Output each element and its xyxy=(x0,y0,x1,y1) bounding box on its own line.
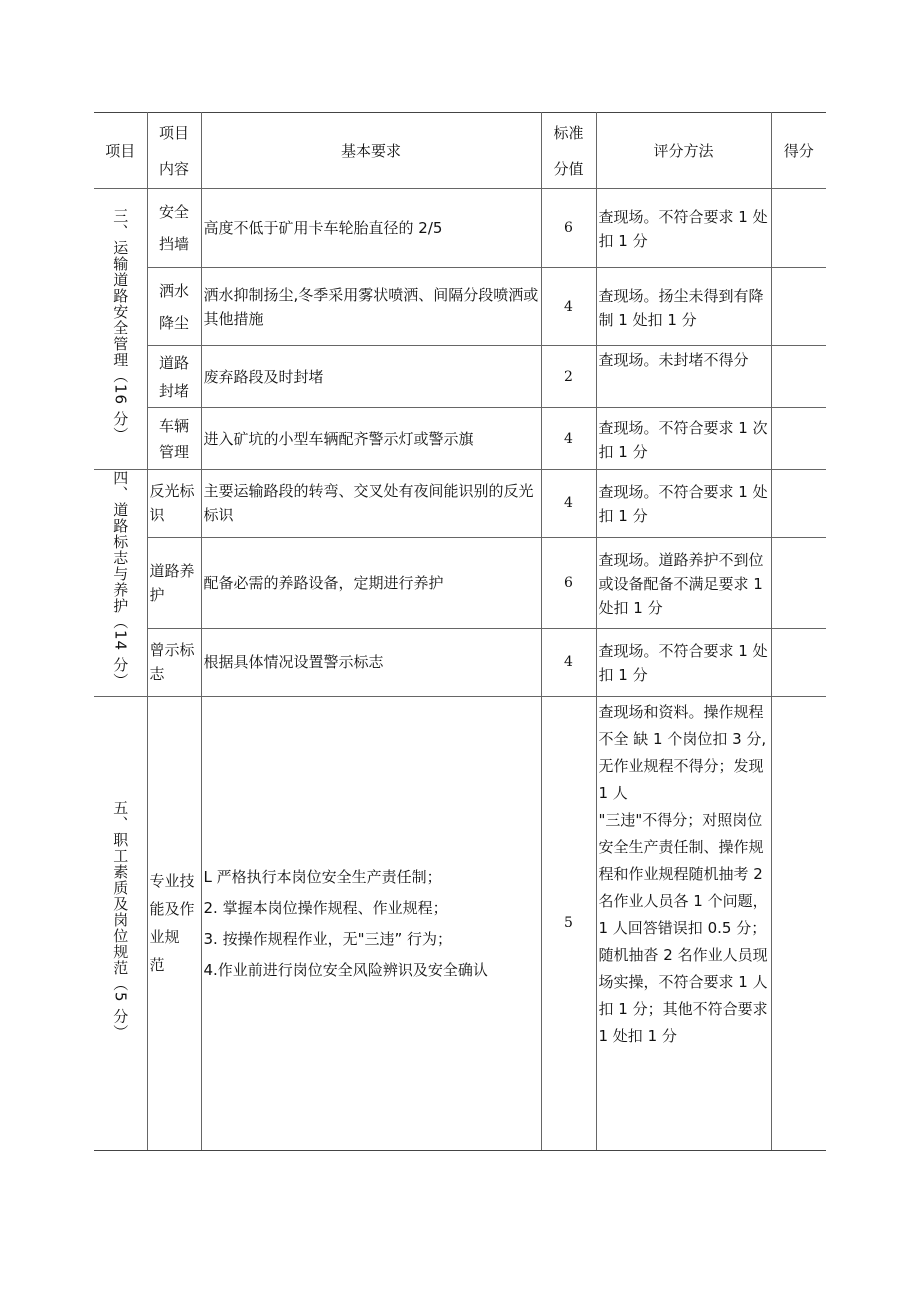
requirement-cell: 高度不低于矿用卡车轮胎直径的 2/5 xyxy=(201,189,541,268)
table-row xyxy=(94,189,826,268)
method-cell: 查现场。扬尘未得到有降制 1 处扣 1 分 xyxy=(596,268,771,346)
score-cell xyxy=(771,189,826,268)
score-cell xyxy=(771,346,826,408)
requirement-cell: 洒水抑制扬尘,冬季采用雾状喷洒、间隔分段喷洒或其他措施 xyxy=(201,268,541,346)
score-cell xyxy=(771,629,826,697)
header-scoring-method: 评分方法 xyxy=(596,113,771,189)
score-cell xyxy=(771,470,826,538)
requirement-cell: 配备必需的养路设备，定期进行养护 xyxy=(201,537,541,628)
score-cell xyxy=(771,408,826,470)
requirement-cell: 主要运输路段的转弯、交叉处有夜间能识别的反光标识 xyxy=(201,470,541,538)
standard-score-cell: 5 xyxy=(541,696,596,1150)
requirement-list xyxy=(201,696,541,1150)
standard-score-cell: 4 xyxy=(541,408,596,470)
standard-score-cell: 4 xyxy=(541,470,596,538)
table-row xyxy=(94,696,826,1150)
method-cell: 查现场和资料。操作规程不全 缺 1 个岗位扣 3 分,无作业规程不得分；发现 1 人 "三违"不得分；对照岗位安全生产责任制、操作规程和作业规程随机抽考 2 名作业人员各 1 个问题，1 人回答错误扣 0.5 分；随机抽沓 2 名作业人员现场实操，不符合要求 1 人扣 1 分；其他不符合要求 1 处扣 1 分 xyxy=(596,696,771,1150)
section-title xyxy=(94,470,147,697)
method-cell: 查现场。未封堵不得分 xyxy=(596,346,771,408)
standard-score-cell: 6 xyxy=(541,537,596,628)
item-cell: 道路 封堵 xyxy=(147,346,201,408)
method-cell: 查现场。道路养护不到位或设备配备不满足要求 1 处扣 1 分 xyxy=(596,537,771,628)
requirement-line: L 严格执行本岗位安全生产责任制； xyxy=(203,867,442,886)
requirement-cell: 进入矿坑的小型车辆配齐警示灯或警示旗 xyxy=(201,408,541,470)
header-item-content: 项目 内容 xyxy=(147,113,201,189)
requirement-cell: 废弃路段及时封堵 xyxy=(201,346,541,408)
standard-score-cell: 4 xyxy=(541,268,596,346)
score-cell xyxy=(771,268,826,346)
item-cell: 道路养护 xyxy=(147,537,201,628)
header-score: 得分 xyxy=(771,113,826,189)
header-project: 项目 xyxy=(94,113,147,189)
scoring-table xyxy=(94,112,826,1151)
table-row xyxy=(94,470,826,538)
table-row xyxy=(94,268,826,346)
item-cell: 反光标识 xyxy=(147,470,201,538)
requirement-line: 4.作业前进行岗位安全风险辨识及安全确认 xyxy=(203,960,488,979)
section-title-text: 三、运输道路安全管理（16 分） xyxy=(111,208,130,443)
standard-score-cell: 6 xyxy=(541,189,596,268)
header-basic-requirements: 基本要求 xyxy=(201,113,541,189)
section-title-text: 四、道路标志与养护（14 分） xyxy=(111,470,130,689)
standard-score-cell: 4 xyxy=(541,629,596,697)
requirement-line: 3. 按操作规程作业，无"三违” 行为； xyxy=(203,929,453,948)
standard-score-cell: 2 xyxy=(541,346,596,408)
method-cell: 查现场。不符合要求 1 处扣 1 分 xyxy=(596,470,771,538)
table-row xyxy=(94,537,826,628)
requirement-cell: 根据具体情况设置警示标志 xyxy=(201,629,541,697)
item-cell: 专业技能及作业规 范 xyxy=(147,696,201,1150)
table-row xyxy=(94,346,826,408)
header-standard-score: 标准 分值 xyxy=(541,113,596,189)
item-cell: 洒水 降尘 xyxy=(147,268,201,346)
item-cell: 车辆 管理 xyxy=(147,408,201,470)
method-cell: 查现场。不符合要求 1 处扣 1 分 xyxy=(596,189,771,268)
method-cell: 查现场。不符合要求 1 次扣 1 分 xyxy=(596,408,771,470)
table-row xyxy=(94,408,826,470)
section-title xyxy=(94,189,147,470)
section-title xyxy=(94,696,147,1150)
score-cell xyxy=(771,537,826,628)
section-title-text: 五、职工素质及岗位规范（5 分） xyxy=(111,799,130,1041)
item-cell: 曾示标志 xyxy=(147,629,201,697)
requirement-line: 2. 掌握本岗位操作规程、作业规程； xyxy=(203,898,448,917)
header-row xyxy=(94,113,826,189)
method-cell: 查现场。不符合要求 1 处扣 1 分 xyxy=(596,629,771,697)
score-cell xyxy=(771,696,826,1150)
table-row xyxy=(94,629,826,697)
item-cell: 安全 挡墙 xyxy=(147,189,201,268)
